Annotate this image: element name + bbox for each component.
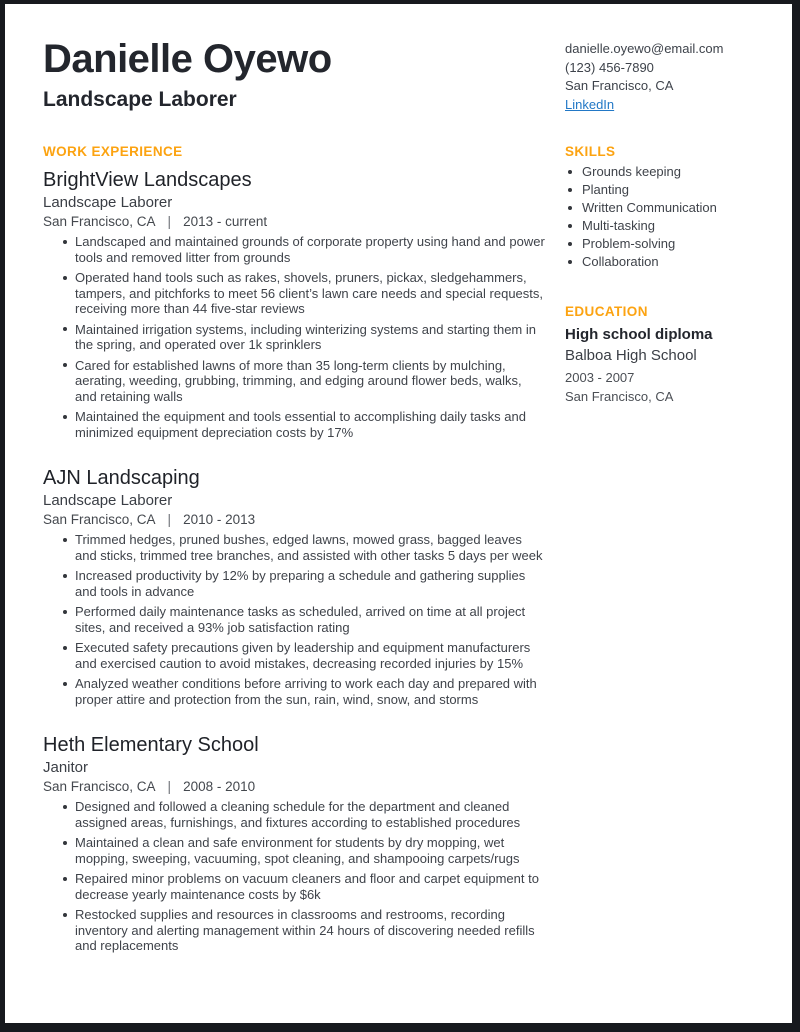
meta-separator: | xyxy=(167,512,172,527)
person-name: Danielle Oyewo xyxy=(43,37,332,81)
work-experience-heading: WORK EXPERIENCE xyxy=(43,144,183,159)
job-location: San Francisco, CA xyxy=(43,512,156,527)
skill-item: Planting xyxy=(565,181,760,199)
company-name: Heth Elementary School xyxy=(43,734,259,756)
job-meta xyxy=(43,214,545,229)
skill-item: Multi-tasking xyxy=(565,217,760,235)
job-dates: 2008 - 2010 xyxy=(183,779,256,794)
meta-separator: | xyxy=(167,214,172,229)
job-bullets xyxy=(43,234,545,440)
linkedin-link[interactable]: LinkedIn xyxy=(565,96,615,112)
job-entry-ajn xyxy=(43,467,545,707)
identity-block xyxy=(43,34,545,112)
meta-separator: | xyxy=(167,779,172,794)
education-dates: 2003 - 2007 xyxy=(565,369,635,385)
education-school: Balboa High School xyxy=(565,346,697,364)
contact-phone: (123) 456-7890 xyxy=(565,59,654,75)
job-role: Janitor xyxy=(43,759,89,776)
job-role: Landscape Laborer xyxy=(43,492,173,509)
job-bullet: Operated hand tools such as rakes, shovels, pruners, pickax, sledgehammers, tampers, and pitchforks to meet 56 client’s lawn care needs and special requests, receiving more than 44 five-star reviews xyxy=(43,270,545,317)
education-heading: EDUCATION xyxy=(565,303,648,319)
job-bullet: Trimmed hedges, pruned bushes, edged lawns, mowed grass, bagged leaves and sticks, trimmed tree branches, and assisted with other tasks 5 days per week xyxy=(43,532,545,563)
resume-body xyxy=(43,144,760,959)
work-experience-section xyxy=(43,144,545,959)
contact-location: San Francisco, CA xyxy=(565,78,674,93)
job-dates: 2013 - current xyxy=(183,214,268,229)
job-bullet: Analyzed weather conditions before arriving to work each day and prepared with proper attire and protection from the sun, rain, wind, snow, and storms xyxy=(43,676,545,707)
job-bullet: Designed and followed a cleaning schedule for the department and cleaned assigned areas, furnishings, and fixtures according to established procedures xyxy=(43,799,545,830)
job-meta xyxy=(43,779,545,794)
job-entry-heth xyxy=(43,734,545,954)
skill-item: Grounds keeping xyxy=(565,163,760,181)
sidebar-sections xyxy=(565,144,760,959)
job-bullets xyxy=(43,532,545,707)
job-location: San Francisco, CA xyxy=(43,214,156,229)
company-name: AJN Landscaping xyxy=(43,467,200,489)
skill-item: Problem-solving xyxy=(565,235,760,253)
skill-item: Written Communication xyxy=(565,199,760,217)
job-bullet: Performed daily maintenance tasks as scheduled, arrived on time at all project sites, and received a 93% job satisfaction rating xyxy=(43,604,545,635)
company-name: BrightView Landscapes xyxy=(43,169,252,191)
education-location: San Francisco, CA xyxy=(565,388,674,404)
job-location: San Francisco, CA xyxy=(43,779,156,794)
job-bullet: Restocked supplies and resources in classrooms and restrooms, recording inventory and alerting management within 24 hours of discovering needed refills and replacements xyxy=(43,907,545,954)
job-dates: 2010 - 2013 xyxy=(183,512,256,527)
education-degree: High school diploma xyxy=(565,325,713,343)
job-bullet: Repaired minor problems on vacuum cleaners and floor and carpet equipment to decrease yearly maintenance costs by $6k xyxy=(43,871,545,902)
job-role: Landscape Laborer xyxy=(43,194,173,211)
job-bullet: Maintained a clean and safe environment for students by dry mopping, wet mopping, sweeping, vacuuming, spot cleaning, and shampooing carpets/rugs xyxy=(43,835,545,866)
skills-heading: SKILLS xyxy=(565,144,616,159)
job-bullet: Maintained the equipment and tools essential to accomplishing daily tasks and minimized equipment depreciation costs by 17% xyxy=(43,409,545,440)
job-bullet: Cared for established lawns of more than 35 long-term clients by mulching, aerating, weeding, grubbing, trimming, and edging around flower beds, walks, and retaining walls xyxy=(43,358,545,405)
skill-item: Collaboration xyxy=(565,253,760,271)
contact-info xyxy=(565,34,760,114)
contact-email: danielle.oyewo@email.com xyxy=(565,41,724,56)
job-bullets xyxy=(43,799,545,954)
job-entry-brightview xyxy=(43,169,545,440)
job-bullet: Landscaped and maintained grounds of corporate property using hand and power tools and removed litter from grounds xyxy=(43,234,545,265)
resume-header xyxy=(43,34,760,114)
job-bullet: Increased productivity by 12% by preparing a schedule and gathering supplies and tools in advance xyxy=(43,568,545,599)
job-bullet: Maintained irrigation systems, including winterizing systems and starting them in the spring, and operated over 1k sprinklers xyxy=(43,322,545,353)
skills-list xyxy=(565,163,760,271)
job-bullet: Executed safety precautions given by leadership and equipment manufacturers and exercised caution to avoid mistakes, decreasing recorded injuries by 15% xyxy=(43,640,545,671)
job-meta xyxy=(43,512,545,527)
person-title: Landscape Laborer xyxy=(43,88,237,111)
